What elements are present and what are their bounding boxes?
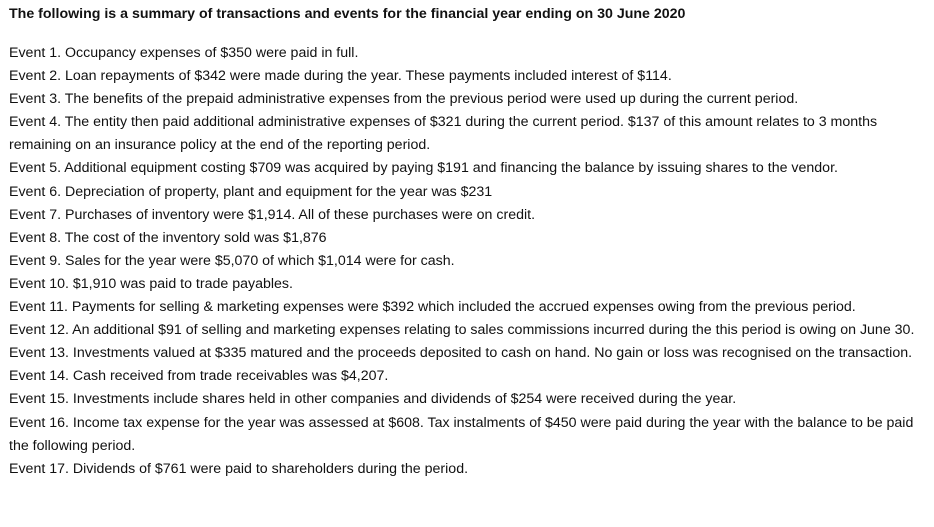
event-item-4: Event 4. The entity then paid additional administrative expenses of $321 during the current period. $137 of this amount relates to 3 months remaining on an insurance policy at the end of the reporting period.: [9, 114, 878, 154]
event-item-15: Event 15. Investments include shares held in other companies and dividends of $254 were received during the year.: [9, 391, 737, 408]
event-item-13: Event 13. Investments valued at $335 matured and the proceeds deposited to cash on hand. No gain or loss was recognised on the transaction.: [9, 345, 913, 362]
event-item-6: Event 6. Depreciation of property, plant and equipment for the year was $231: [9, 183, 493, 200]
event-item-5: Event 5. Additional equipment costing $709 was acquired by paying $191 and financing the balance by issuing shares to the vendor.: [9, 160, 838, 177]
event-item-12: Event 12. An additional $91 of selling and marketing expenses relating to sales commissions incurred during the this period is owing on June 30.: [9, 322, 915, 339]
event-item-11: Event 11. Payments for selling & marketing expenses were $392 which included the accrued expenses owing from the previous period.: [9, 299, 856, 316]
event-item-1: Event 1. Occupancy expenses of $350 were paid in full.: [9, 45, 359, 61]
event-item-8: Event 8. The cost of the inventory sold was $1,876: [9, 229, 327, 246]
event-item-7: Event 7. Purchases of inventory were $1,914. All of these purchases were on credit.: [9, 206, 536, 223]
event-item-3: Event 3. The benefits of the prepaid administrative expenses from the previous period were used up during the current period.: [9, 91, 799, 108]
event-item-17: Event 17. Dividends of $761 were paid to shareholders during the period.: [9, 460, 469, 477]
document-title: The following is a summary of transactions and events for the financial year ending on 30 June 2020: [9, 6, 686, 22]
event-item-14: Event 14. Cash received from trade receivables was $4,207.: [9, 368, 389, 385]
event-item-9: Event 9. Sales for the year were $5,070 of which $1,014 were for cash.: [9, 252, 455, 269]
event-list: [9, 42, 922, 481]
event-item-10: Event 10. $1,910 was paid to trade payables.: [9, 275, 293, 292]
event-item-16: Event 16. Income tax expense for the year was assessed at $608. Tax instalments of $450 were paid during the year with the balance to be paid the following period.: [9, 414, 914, 454]
event-item-2: Event 2. Loan repayments of $342 were made during the year. These payments included interest of $114.: [9, 68, 672, 85]
